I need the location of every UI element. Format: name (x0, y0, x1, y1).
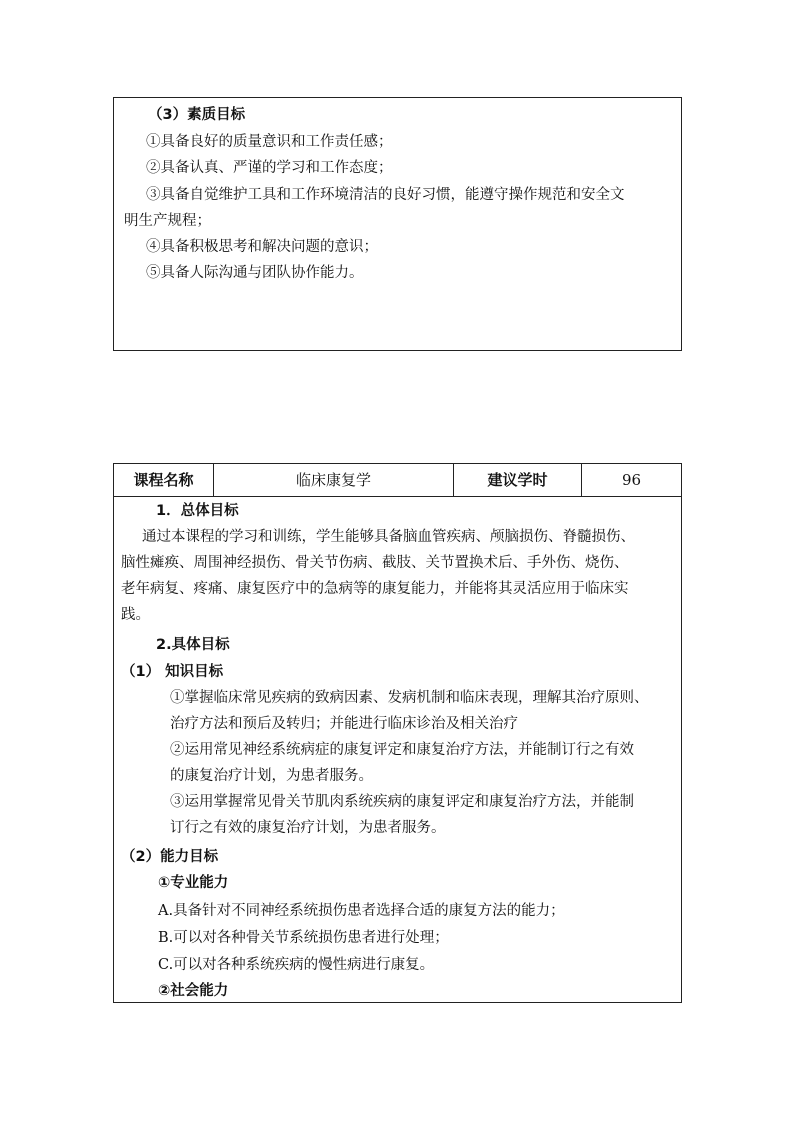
specific-goals-title: 2.具体目标 (156, 637, 230, 653)
quality-goals-table (113, 97, 682, 351)
overall-goals-text: 通过本课程的学习和训练，学生能够具备脑血管疾病、颅脑损伤、脊髓损伤、 (142, 529, 635, 545)
knowledge-goal-text: 订行之有效的康复治疗计划，为患者服务。 (170, 820, 446, 836)
ability-goals-title: （2）能力目标 (121, 849, 219, 865)
professional-ability-item: A.具备针对不同神经系统损伤患者选择合适的康复方法的能力； (158, 903, 565, 919)
course-name-value: 临床康复学 (214, 464, 454, 496)
course-name-label: 课程名称 (114, 464, 214, 496)
quality-goal-item: ①具备良好的质量意识和工作责任感； (146, 134, 393, 150)
suggested-hours-value: 96 (621, 471, 642, 489)
course-table (113, 463, 682, 1003)
overall-goals-text: 脑性瘫痪、周围神经损伤、骨关节伤病、截肢、关节置换术后、手外伤、烧伤、 (121, 555, 629, 571)
knowledge-goal-text: ②运用常见神经系统病症的康复评定和康复治疗方法，并能制订行之有效 (170, 742, 634, 758)
quality-goal-item: ⑤具备人际沟通与团队协作能力。 (146, 265, 364, 281)
professional-ability-item: B.可以对各种骨关节系统损伤患者进行处理； (158, 930, 449, 946)
quality-goal-item: ③具备自觉维护工具和工作环境清洁的良好习惯，能遵守操作规范和安全文 (146, 187, 625, 203)
overall-goals-text: 老年病复、疼痛、康复医疗中的急病等的康复能力，并能将其灵活应用于临床实 (121, 581, 629, 597)
knowledge-goal-text: ③运用掌握常见骨关节肌肉系统疾病的康复评定和康复治疗方法，并能制 (170, 794, 634, 810)
professional-ability-title: ①专业能力 (158, 875, 229, 891)
professional-ability-item: C.可以对各种系统疾病的慢性病进行康复。 (158, 957, 435, 973)
quality-goal-item: ②具备认真、严谨的学习和工作态度； (146, 160, 393, 176)
knowledge-goal-text: ①掌握临床常见疾病的致病因素、发病机制和临床表现，理解其治疗原则、 (170, 690, 649, 706)
social-ability-title: ②社会能力 (158, 983, 229, 999)
quality-goal-item: ④具备积极思考和解决问题的意识； (146, 239, 378, 255)
course-header-row (114, 464, 681, 497)
overall-goals-title: 1．总体目标 (156, 503, 239, 519)
quality-goals-heading: （3）素质目标 (148, 107, 246, 123)
knowledge-goals-title: （1） 知识目标 (121, 664, 224, 680)
quality-goal-item-continued: 明生产规程； (124, 213, 211, 229)
suggested-hours-label: 建议学时 (454, 464, 582, 496)
overall-goals-text: 践。 (121, 607, 150, 623)
knowledge-goal-text: 的康复治疗计划，为患者服务。 (170, 768, 373, 784)
knowledge-goal-text: 治疗方法和预后及转归；并能进行临床诊治及相关治疗 (170, 716, 518, 732)
